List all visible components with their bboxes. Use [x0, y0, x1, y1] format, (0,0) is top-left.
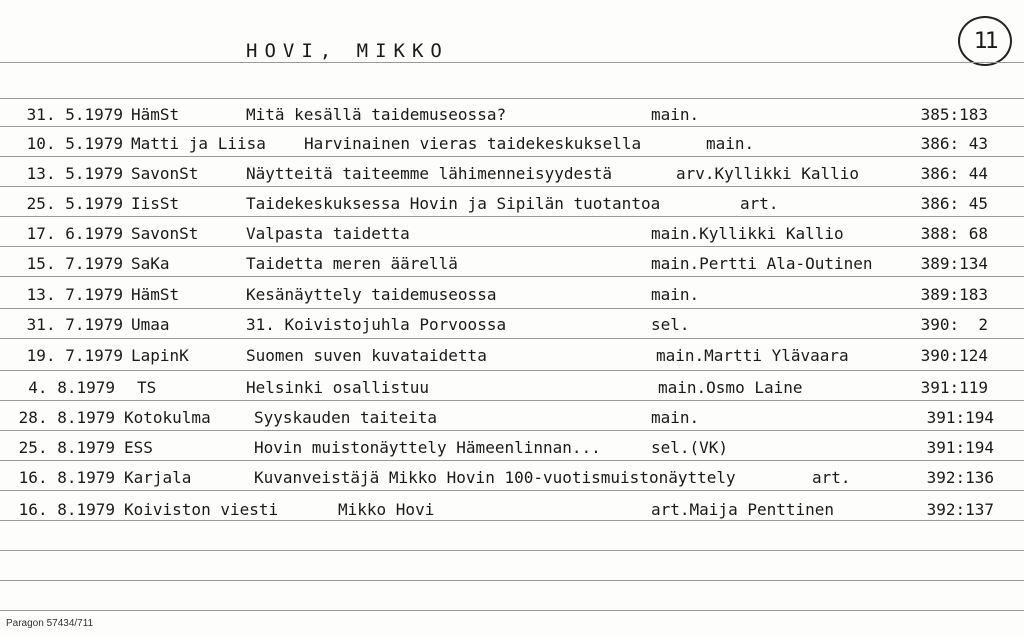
entry-reference: 389:183 — [920, 285, 988, 304]
divider — [0, 580, 1024, 581]
entry-date: 31. 7.1979 — [26, 315, 123, 334]
divider — [0, 62, 1024, 63]
entry-title: Suomen suven kuvataidetta — [246, 346, 487, 365]
list-item — [0, 188, 1024, 216]
divider — [0, 610, 1024, 611]
entry-date: 25. 5.1979 — [26, 194, 123, 213]
entry-title: Mikko Hovi — [338, 500, 435, 519]
list-item — [0, 158, 1024, 186]
entry-reference: 386: 44 — [920, 164, 988, 183]
divider — [0, 338, 1024, 339]
list-item — [0, 372, 1024, 400]
entry-date: 19. 7.1979 — [26, 346, 123, 365]
entry-reference: 391:119 — [920, 378, 988, 397]
entry-date: 13. 7.1979 — [26, 285, 123, 304]
entry-author: main.Kyllikki Kallio — [651, 224, 844, 243]
entry-source: SaKa — [131, 254, 170, 273]
list-item — [0, 402, 1024, 430]
entry-title: Hovin muistonäyttely Hämeenlinnan... — [254, 438, 601, 457]
entry-reference: 391:194 — [926, 408, 994, 427]
entry-title: Taidekeskuksessa Hovin ja Sipilän tuotantoa — [246, 194, 661, 213]
entry-source: Karjala — [124, 468, 192, 487]
entry-source: HämSt — [131, 105, 180, 124]
entry-author: art.Maija Penttinen — [651, 500, 835, 519]
entry-title: Mitä kesällä taidemuseossa? — [246, 105, 507, 124]
entry-title: Valpasta taidetta — [246, 224, 410, 243]
entry-title: Syyskauden taiteita — [254, 408, 438, 427]
entry-date: 4. 8.1979 — [28, 378, 115, 397]
entry-author: main. — [651, 285, 700, 304]
list-item — [0, 309, 1024, 337]
entry-date: 17. 6.1979 — [26, 224, 123, 243]
entry-reference: 392:136 — [926, 468, 994, 487]
entry-author: sel.(VK) — [651, 438, 729, 457]
entry-source: Matti ja Liisa — [131, 134, 266, 153]
entry-source: TS — [137, 378, 157, 397]
entry-source: ESS — [124, 438, 153, 457]
entry-reference: 390:124 — [920, 346, 988, 365]
divider — [0, 246, 1024, 247]
entry-title: Helsinki osallistuu — [246, 378, 430, 397]
entry-date: 10. 5.1979 — [26, 134, 123, 153]
divider — [0, 276, 1024, 277]
entry-author: main.Martti Ylävaara — [656, 346, 849, 365]
list-item — [0, 462, 1024, 490]
list-item — [0, 218, 1024, 246]
divider — [0, 186, 1024, 187]
entry-author: sel. — [651, 315, 690, 334]
divider — [0, 216, 1024, 217]
divider — [0, 400, 1024, 401]
list-item — [0, 494, 1024, 522]
entry-source: Umaa — [131, 315, 170, 334]
entry-title: Harvinainen vieras taidekeskuksella — [304, 134, 642, 153]
entry-title: Kuvanveistäjä Mikko Hovin 100-vuotismuistonäyttely — [254, 468, 736, 487]
entry-source: LapinK — [131, 346, 189, 365]
entry-source: SavonSt — [131, 164, 199, 183]
list-item — [0, 340, 1024, 368]
divider — [0, 430, 1024, 431]
entry-source: Kotokulma — [124, 408, 211, 427]
list-item — [0, 99, 1024, 127]
entry-author: main.Pertti Ala-Outinen — [651, 254, 873, 273]
entry-reference: 390: 2 — [920, 315, 988, 334]
entry-date: 13. 5.1979 — [26, 164, 123, 183]
entry-reference: 392:137 — [926, 500, 994, 519]
entry-date: 16. 8.1979 — [18, 468, 115, 487]
entry-reference: 389:134 — [920, 254, 988, 273]
entry-reference: 391:194 — [926, 438, 994, 457]
entry-reference: 388: 68 — [920, 224, 988, 243]
card-title: HOVI, MIKKO — [246, 40, 449, 62]
divider — [0, 490, 1024, 491]
entry-author: art. — [740, 194, 779, 213]
entry-reference: 385:183 — [920, 105, 988, 124]
divider — [0, 156, 1024, 157]
entry-source: HämSt — [131, 285, 180, 304]
list-item — [0, 248, 1024, 276]
entry-date: 25. 8.1979 — [18, 438, 115, 457]
entry-source: SavonSt — [131, 224, 199, 243]
entry-author: art. — [812, 468, 851, 487]
entry-author: main. — [651, 408, 700, 427]
divider — [0, 460, 1024, 461]
entry-title: Näytteitä taiteemme lähimenneisyydestä — [246, 164, 613, 183]
entry-source: IisSt — [131, 194, 180, 213]
card-number-stamp: 11 — [958, 16, 1012, 66]
entry-title: Kesänäyttely taidemuseossa — [246, 285, 497, 304]
card-footer: Paragon 57434/711 — [6, 618, 94, 629]
entry-author: main. — [706, 134, 755, 153]
entry-reference: 386: 43 — [920, 134, 988, 153]
entry-reference: 386: 45 — [920, 194, 988, 213]
divider — [0, 550, 1024, 551]
entry-date: 16. 8.1979 — [18, 500, 115, 519]
entry-author: main. — [651, 105, 700, 124]
entry-title: 31. Koivistojuhla Porvoossa — [246, 315, 507, 334]
list-item — [0, 279, 1024, 307]
list-item — [0, 432, 1024, 460]
entry-source: Koiviston viesti — [124, 500, 279, 519]
list-item — [0, 128, 1024, 156]
entry-date: 15. 7.1979 — [26, 254, 123, 273]
entry-date: 31. 5.1979 — [26, 105, 123, 124]
entry-date: 28. 8.1979 — [18, 408, 115, 427]
entry-author: main.Osmo Laine — [658, 378, 803, 397]
divider — [0, 370, 1024, 371]
entry-author: arv.Kyllikki Kallio — [676, 164, 860, 183]
entry-title: Taidetta meren äärellä — [246, 254, 458, 273]
